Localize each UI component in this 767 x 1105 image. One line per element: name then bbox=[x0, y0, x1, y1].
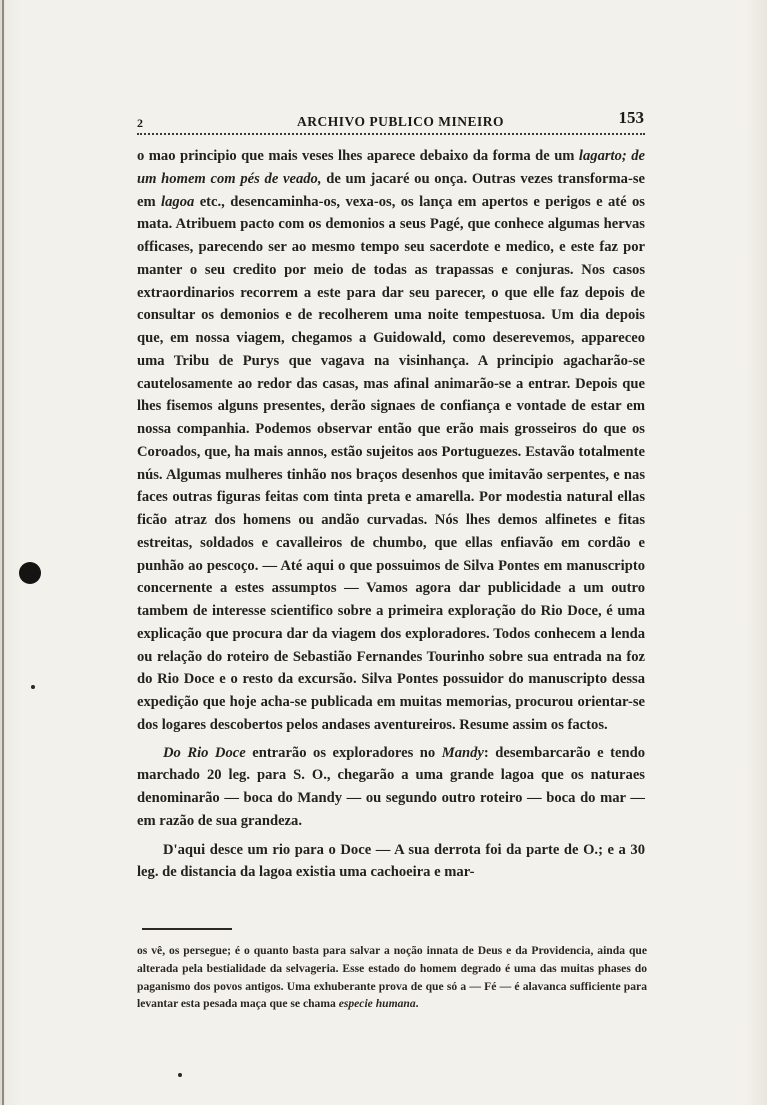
running-header bbox=[137, 108, 648, 134]
italic-word: lagoa bbox=[161, 193, 195, 210]
journal-title: ARCHIVO PUBLICO MINEIRO bbox=[297, 114, 504, 129]
footnote-rule bbox=[142, 928, 232, 930]
binding-edge bbox=[2, 0, 4, 1105]
italic-word: Mandy bbox=[441, 744, 484, 761]
italic-phrase: lagarto; de um homem com pés de veado, bbox=[137, 148, 645, 187]
paragraph-2: Do Rio Doce entrarão os exploradores no Mandy: desembarcarão e tendo marchado 20 leg. para S. O., chegarão a uma grande lagoa que os naturaes denominarão — boca do Mandy — ou segundo outro roteiro — boca do mar — em razão de sua grandeza. bbox=[137, 744, 645, 829]
signature-mark: 2 bbox=[137, 116, 143, 130]
footnote bbox=[137, 942, 647, 1013]
header-rule bbox=[137, 133, 645, 135]
italic-phrase: Do Rio Doce bbox=[163, 744, 246, 761]
page-number: 153 bbox=[618, 108, 644, 127]
paragraph-3: D'aqui desce um rio para o Doce — A sua derrota foi da parte de O.; e a 30 leg. de distancia da lagoa existia uma cachoeira e mar- bbox=[137, 841, 645, 881]
paragraph-1: o mao principio que mais veses lhes aparece debaixo da forma de um lagarto; de um homem com pés de veado, de um jacaré ou onça. Outras vezes transforma-se em lagoa etc., desencaminha-os, vexa-os, os lança em apertos e perigos e até os mata. Atribuem pacto com os demonios a seus Pagé, que conhece algumas hervas officases, parecendo ser ao mesmo tempo seu sacerdote e medico, e este faz por manter o seu credito por meio de todas as trapassas e conjuras. Nos casos extraordinarios recorrem a este para dar seu parecer, o que elle faz depois de consultar os demonios e de recolherem uma noite tempestuosa. Um dia depois que, em nossa viagem, chegamos a Guidowald, como deserevemos, appareceo uma Tribu de Purys que vagava na visinhança. A principio agacharão-se cautelosamente ao redor das casas, mas afinal animarão-se a entrar. Depois que lhes fisemos alguns presentes, derão signaes de confiança e vontade de estar em nossa companhia. Podemos observar então que erão mais grosseiros do que os Coroados, que, ha mais annos, estão sujeitos aos Portuguezes. Estavão totalmente nús. Algumas mulheres tinhão nos braços desenhos que imitavão serpentes, e nas faces outras figuras feitas com tinta preta e amarella. Por modestia natural ellas ficão atraz dos homens ou andão curvadas. Nós lhes demos alfinetes e fitas estreitas, soldados e cavalleiros de chumbo, que ellas enfiavão em cordão e punhão ao pescoço. — Até aqui o que possuimos de Silva Pontes em manuscripto concernente a estes assumptos — Vamos agora dar publicidade a um outro tambem de interesse scientifico sobre a primeira exploração do Rio Doce, é uma explicação que procura dar da viagem dos exploradores. Todos conhecem a lenda ou relação do roteiro de Sebastião Fernandes Tourinho sobre sua entrada na foz do Rio Doce e o resto da excursão. Silva Pontes possuidor do manuscripto dessa expedição que hoje acha-se publicada em muitas memorias, procurou orientar-se dos logares descobertos pelos andases aventureiros. Resume assim os factos. bbox=[137, 148, 645, 733]
main-text bbox=[137, 145, 645, 884]
footnote-text: os vê, os persegue; é o quanto basta para salvar a noção innata de Deus e da Providencia, ainda que alterada pela bestialidade da selvageria. Esse estado do homem degrado é uma das muitas phases do paganismo dos povos antigos. Uma exhuberante prova de que só a — Fé — é alavanca sufficiente para levantar esta pesada maça que se chama especie humana. bbox=[137, 944, 647, 1011]
punch-hole bbox=[19, 562, 41, 584]
ink-speck bbox=[178, 1073, 182, 1077]
italic-phrase: especie humana bbox=[338, 997, 416, 1011]
ink-speck bbox=[31, 685, 35, 689]
